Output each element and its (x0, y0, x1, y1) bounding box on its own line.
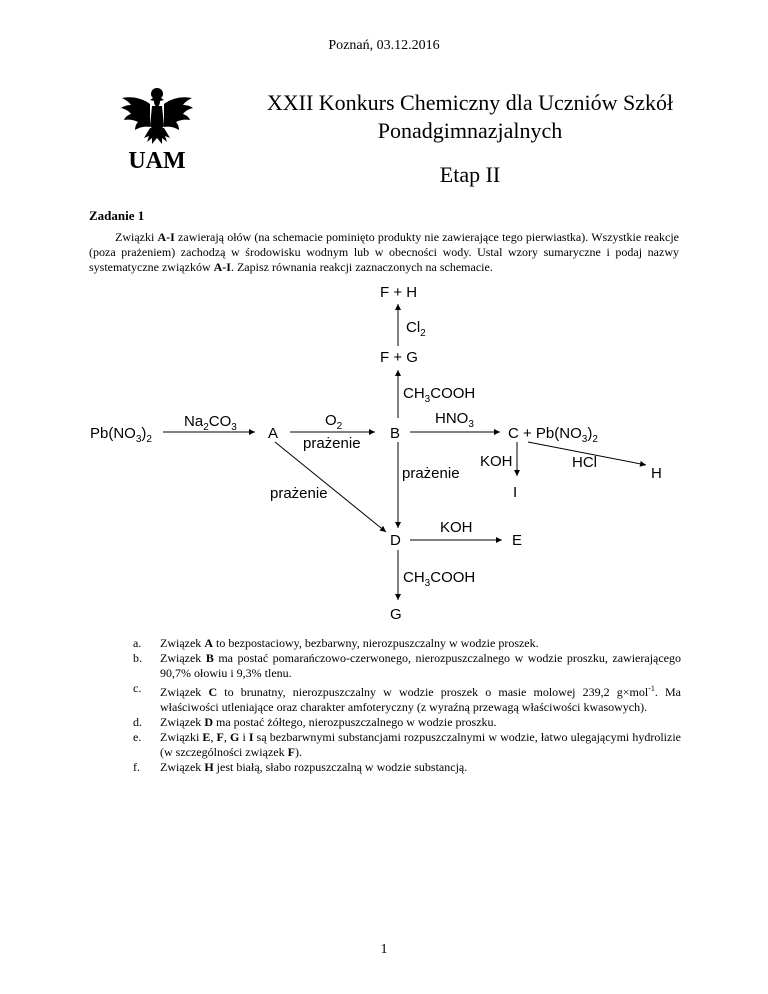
node-g: G (390, 606, 402, 623)
node-pb-nitrate: $Pb(NO_3)_2$ (90, 425, 152, 445)
list-item: d. Związek D ma postać żółtego, nierozpuszczalnego w wodzie proszku. (133, 715, 497, 729)
node-a: A (268, 425, 279, 442)
label-prazenie-bd: prażenie (402, 465, 460, 482)
label-prazenie-ad: prażenie (270, 485, 328, 502)
logo-text: UAM (128, 148, 186, 174)
reaction-scheme (0, 280, 768, 630)
list-item: e. Związki E, F, G i I są bezbarwnymi substancjami rozpuszczalnymi w wodzie, łatwo ulegającymi hydrolizie (w szczególności związek F). (133, 730, 682, 759)
label-prazenie-ab: prażenie (303, 435, 361, 452)
task-heading: Zadanie 1 (89, 208, 145, 223)
contest-title-line2: Ponadgimnazjalnych (377, 118, 563, 143)
label-koh-de: KOH (440, 519, 473, 536)
task-intro: Związki A-I zawierają ołów (na schemacie pominięto produkty nie zawierające tego pierwiastka). Wszystkie reakcje (poza prażeniem) zachodzą w środowisku wodnym lub w obecności wody. Ustal wzory sumaryczne i podaj nazwy systematyczne związków A-I. Zapisz równania reakcji zaznaczonych na schemacie. (89, 230, 679, 274)
university-logo (112, 82, 202, 174)
node-h: H (651, 465, 662, 482)
node-b: B (390, 425, 401, 442)
stage-title: Etap II (439, 162, 501, 187)
node-c: $C + Pb(NO_3)_2$ (508, 425, 598, 445)
contest-title: XXII Konkurs Chemiczny dla Uczniów Szkół (266, 90, 674, 115)
label-hno3: $HNO_3$ (435, 410, 474, 430)
header-date: Poznań, 03.12.2016 (328, 38, 440, 53)
node-f-g: F + G (380, 349, 418, 366)
node-f-h: F + H (380, 284, 418, 301)
eagle-emblem-icon (112, 82, 202, 174)
node-d: D (390, 532, 401, 549)
node-e: E (512, 532, 523, 549)
compound-descriptions (133, 636, 681, 775)
label-hcl: HCl (572, 454, 597, 471)
label-o2: $O_2$ (325, 412, 343, 432)
list-item: c. Związek C to brunatny, nierozpuszczalny w wodzie proszek o masie molowej 239,2 g×mol$^{-1}$. Ma właściwości utleniające oraz charakter amfoteryczny (z wyraźną przewagą właściwości kwasowych). (133, 681, 682, 714)
list-item: f. Związek H jest białą, słabo rozpuszczalną w wodzie substancją. (133, 760, 468, 774)
label-koh-ci: KOH (480, 453, 513, 470)
label-cl2: $Cl_2$ (406, 319, 426, 339)
list-item: a. Związek A to bezpostaciowy, bezbarwny, nierozpuszczalny w wodzie proszek. (133, 636, 539, 650)
label-ch3cooh-bottom: $CH_3COOH$ (403, 569, 476, 589)
label-na2co3: $Na_2CO_3$ (184, 413, 237, 433)
page-number: 1 (380, 942, 388, 957)
label-ch3cooh-top: $CH_3COOH$ (403, 385, 476, 405)
node-i: I (513, 484, 518, 501)
list-item: b. Związek B ma postać pomarańczowo-czerwonego, nierozpuszczalnego w wodzie proszku, zawierającego 90,7% ołowiu i 9,3% tlenu. (133, 651, 682, 680)
